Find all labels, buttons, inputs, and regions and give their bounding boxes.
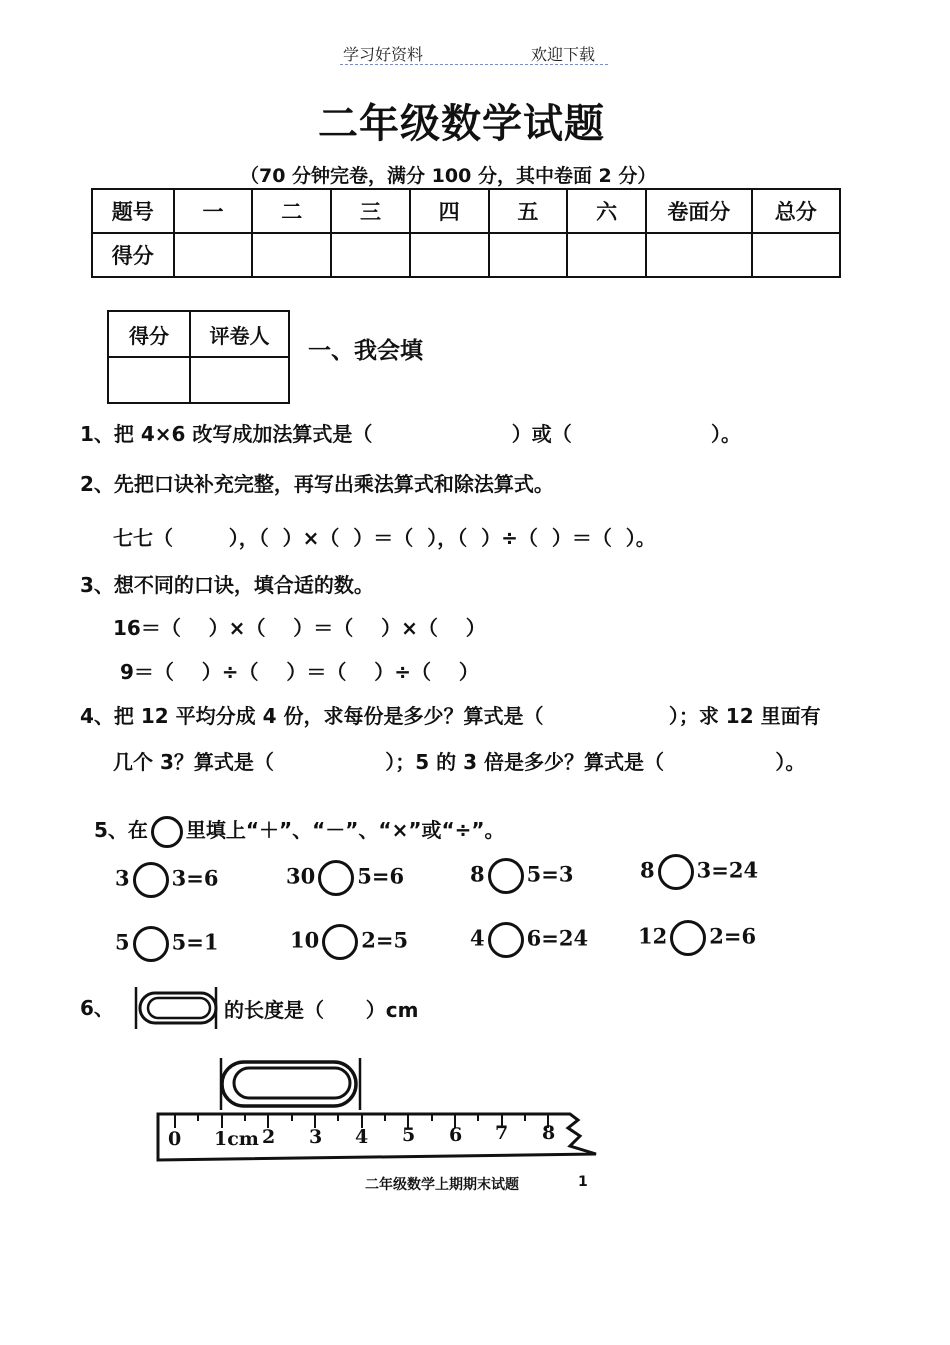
grader-name-cell[interactable] — [190, 357, 289, 403]
circle-blank-icon — [151, 816, 183, 848]
score-cell[interactable] — [646, 233, 752, 277]
grader-name-label: 评卷人 — [190, 311, 289, 357]
footer-title: 二年级数学上期期末试题 — [365, 1177, 519, 1193]
paperclip-icon — [221, 1058, 360, 1110]
score-header-cell: 三 — [331, 189, 410, 233]
ruler-tick-label: 2 — [262, 1126, 276, 1148]
score-header-cell: 四 — [410, 189, 489, 233]
question-1: 1、把 4×6 改写成加法算式是（ ）或（ ）。 — [80, 422, 741, 446]
score-header-cell: 卷面分 — [646, 189, 752, 233]
q5-item-right: 5=3 — [526, 861, 574, 887]
score-header-cell: 二 — [252, 189, 331, 233]
q5-circle-blank[interactable] — [658, 854, 694, 890]
q5-item-right: 3=6 — [171, 865, 219, 891]
q5-circle-blank[interactable] — [670, 920, 706, 956]
score-row-label: 得分 — [92, 233, 174, 277]
grader-score-cell[interactable] — [108, 357, 190, 403]
question-3-line-2: 9＝（ ）÷（ ）＝（ ）÷（ ） — [120, 660, 479, 684]
q5-item-left: 10 — [290, 927, 320, 953]
header-left-text: 学习好资料 — [343, 45, 424, 64]
score-cell[interactable] — [252, 233, 331, 277]
question-5 — [80, 790, 505, 848]
score-header-cell: 一 — [174, 189, 253, 233]
grader-table — [107, 310, 290, 404]
score-table-header-row — [92, 189, 840, 233]
q5-item-left: 5 — [115, 929, 130, 955]
q5-item-left: 3 — [115, 865, 130, 891]
ruler-tick-label: 7 — [495, 1122, 509, 1144]
score-cell[interactable] — [567, 233, 646, 277]
ruler-figure — [150, 1050, 610, 1170]
question-5-prefix: 5、在 — [93, 818, 148, 842]
question-5-suffix: 里填上“＋”、“－”、“×”或“÷”。 — [185, 818, 505, 842]
q5-item-left: 30 — [286, 863, 316, 889]
score-table-score-row — [92, 233, 840, 277]
score-table — [91, 188, 841, 278]
grader-score-label: 得分 — [108, 311, 190, 357]
ruler-tick-label: 0 — [168, 1128, 182, 1150]
header-right-text: 欢迎下载 — [531, 45, 596, 64]
q5-circle-blank[interactable] — [133, 926, 169, 962]
page-subtitle: （70 分钟完卷，满分 100 分，其中卷面 2 分） — [240, 165, 657, 187]
q5-circle-blank[interactable] — [318, 860, 354, 896]
score-header-cell: 题号 — [92, 189, 174, 233]
question-4-line-1: 4、把 12 平均分成 4 份，求每份是多少？算式是（ ）；求 12 里面有 — [80, 704, 821, 728]
q5-item-right: 2=5 — [361, 927, 409, 953]
ruler-tick-label: 4 — [355, 1126, 369, 1148]
paperclip-small-icon — [132, 985, 222, 1031]
ruler-tick-label: 8 — [542, 1122, 556, 1144]
q5-item-left: 8 — [470, 861, 485, 887]
q5-item-right: 5=1 — [171, 929, 219, 955]
q5-item-right: 2=6 — [709, 923, 757, 949]
q5-item-left: 8 — [640, 857, 655, 883]
question-6-prefix: 6、 — [80, 996, 114, 1020]
score-cell[interactable] — [331, 233, 410, 277]
ruler-tick-label: 6 — [449, 1124, 463, 1146]
q5-item-left: 4 — [470, 925, 485, 951]
q5-item-left: 12 — [638, 923, 668, 949]
question-3: 3、想不同的口诀，填合适的数。 — [80, 573, 374, 597]
q5-item — [640, 854, 758, 890]
score-cell[interactable] — [174, 233, 253, 277]
question-4-line-2: 几个 3？算式是（ ）；5 的 3 倍是多少？算式是（ ）。 — [113, 750, 806, 774]
q5-item — [638, 920, 756, 956]
question-2: 2、先把口诀补充完整，再写出乘法算式和除法算式。 — [80, 472, 554, 496]
q5-item — [115, 862, 218, 898]
q5-circle-blank[interactable] — [133, 862, 169, 898]
q5-item — [470, 858, 573, 894]
score-cell[interactable] — [752, 233, 840, 277]
page-title: 二年级数学试题 — [318, 101, 605, 147]
ruler-tick-label: 5 — [402, 1124, 416, 1146]
q5-item-right: 5=6 — [357, 863, 405, 889]
q5-circle-blank[interactable] — [488, 858, 524, 894]
question-2-line: 七七（ ），（ ）×（ ）＝（ ），（ ）÷（ ）＝（ ）。 — [113, 526, 656, 550]
ruler-tick-label: 3 — [309, 1126, 323, 1148]
score-header-cell: 六 — [567, 189, 646, 233]
q5-item — [286, 860, 404, 896]
q5-item — [290, 924, 408, 960]
score-cell[interactable] — [410, 233, 489, 277]
question-6-suffix: 的长度是（ ）cm — [224, 998, 419, 1022]
score-cell[interactable] — [489, 233, 568, 277]
q5-item — [470, 922, 588, 958]
section-heading: 一、我会填 — [308, 338, 423, 364]
ruler-tick-label: 1cm — [214, 1128, 259, 1150]
question-3-line-1: 16＝（ ）×（ ）＝（ ）×（ ） — [113, 616, 486, 640]
q5-circle-blank[interactable] — [322, 924, 358, 960]
q5-item — [115, 926, 218, 962]
q5-circle-blank[interactable] — [488, 922, 524, 958]
q5-item-right: 6=24 — [526, 925, 589, 951]
score-header-cell: 五 — [489, 189, 568, 233]
header-divider — [340, 64, 608, 65]
score-header-cell: 总分 — [752, 189, 840, 233]
q5-item-right: 3=24 — [696, 857, 759, 883]
footer-page-number: 1 — [578, 1174, 588, 1190]
